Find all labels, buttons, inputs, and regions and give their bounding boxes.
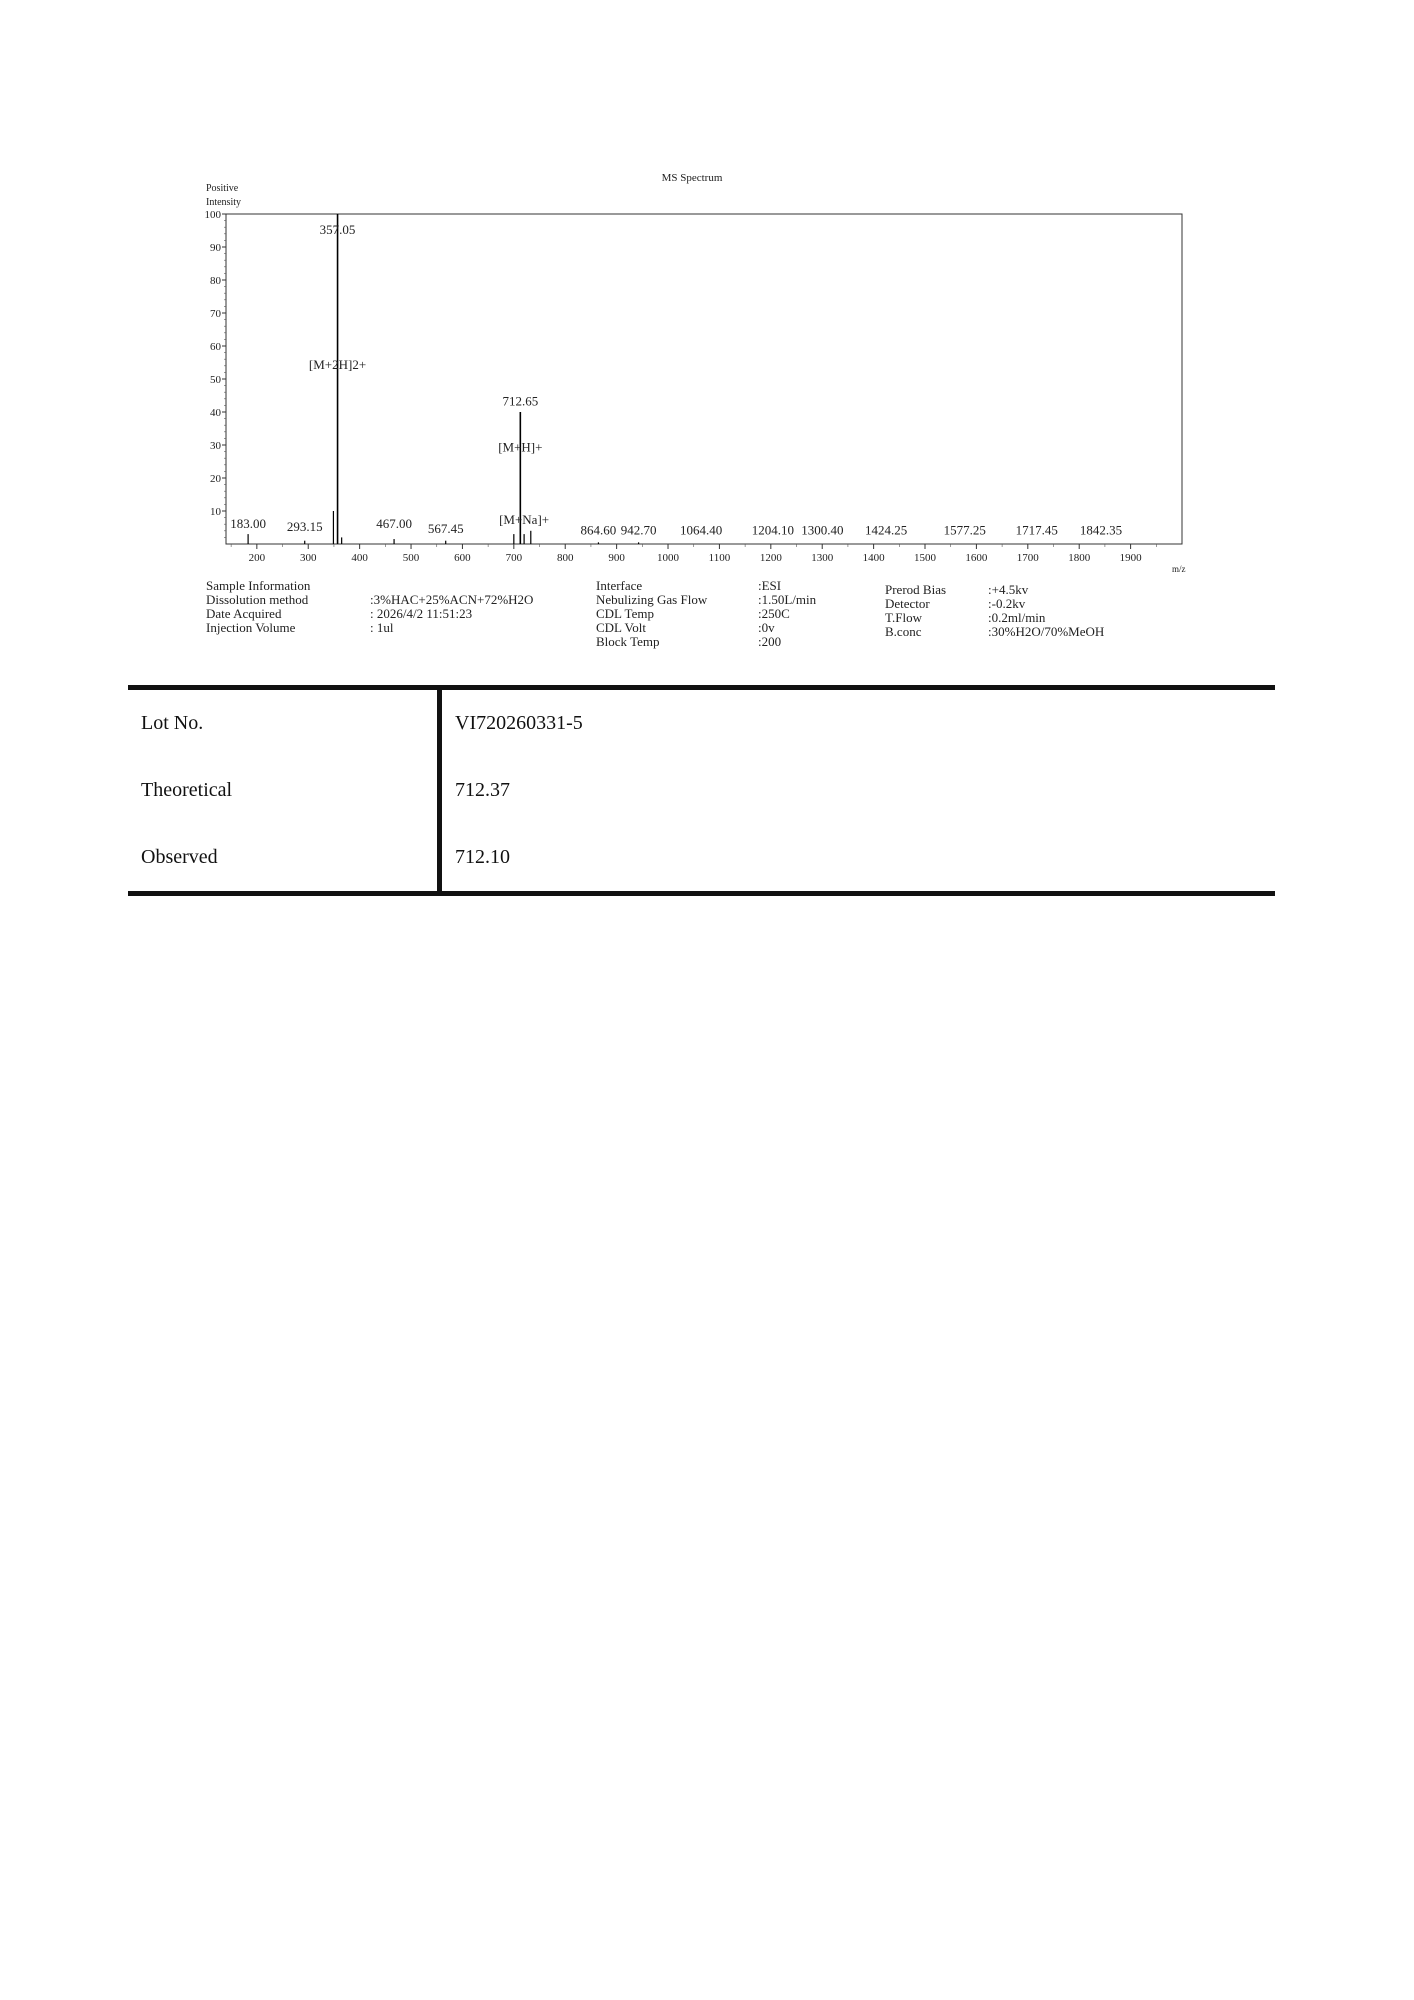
x-tick-label: 1700 (1016, 552, 1039, 564)
instrument-info-value: :ESI (758, 578, 782, 593)
x-tick-label: 700 (505, 552, 523, 564)
result-row (128, 688, 1275, 758)
x-tick-label: 600 (454, 552, 471, 564)
result-value: 712.10 (455, 846, 510, 868)
y-axis-label-positive: Positive (206, 183, 239, 194)
pump-info-label: B.conc (885, 624, 922, 639)
result-value: VI720260331-5 (455, 712, 583, 734)
sample-info-label: Date Acquired (206, 606, 282, 621)
instrument-info-value: :0v (758, 620, 775, 635)
peak-label: 1204.10 (751, 522, 795, 538)
ion-annotation: [M+H]+ (498, 439, 543, 455)
x-tick-label: 400 (351, 552, 368, 564)
sample-info-value: : 2026/4/2 11:51:23 (370, 606, 473, 621)
result-table (128, 685, 1275, 896)
x-tick-label: 1200 (759, 552, 782, 564)
x-tick-label: 900 (608, 552, 625, 564)
x-tick-label: 800 (556, 552, 574, 564)
result-key: Theoretical (128, 757, 440, 824)
y-tick-label: 30 (210, 440, 221, 452)
pump-info-rows (885, 582, 1104, 639)
y-tick-label: 50 (210, 374, 221, 386)
ms-spectrum-chart (0, 0, 1414, 680)
result-table-body (128, 688, 1275, 894)
result-row (128, 757, 1275, 824)
instrument-info-label: Block Temp (596, 634, 660, 649)
x-tick-label: 1900 (1119, 552, 1142, 564)
pump-info-value: :30%H2O/70%MeOH (988, 624, 1105, 639)
sample-info-label: Injection Volume (206, 620, 296, 635)
pump-info-label: Prerod Bias (885, 582, 947, 597)
peak-label: 467.00 (376, 515, 412, 531)
peak-labels (230, 222, 1122, 537)
x-tick-label: 200 (248, 552, 266, 564)
pump-info-label: Detector (885, 596, 930, 611)
acquisition-info (206, 578, 1104, 649)
result-key: Lot No. (128, 688, 440, 758)
y-axis-label-intensity: Intensity (206, 197, 241, 208)
y-tick-label: 70 (210, 308, 221, 320)
y-tick-label: 60 (210, 341, 221, 353)
peak-annotations (309, 357, 549, 527)
y-tick-label: 20 (210, 473, 221, 485)
peak-label: 1064.40 (679, 522, 723, 538)
peak-label: 357.05 (319, 222, 356, 238)
instrument-info-label: CDL Volt (596, 620, 646, 635)
sample-info-label: Dissolution method (206, 592, 309, 607)
result-key: Observed (128, 824, 440, 894)
peak-label: 712.65 (502, 393, 539, 409)
x-tick-label: 1100 (708, 552, 731, 564)
peak-label: 183.00 (230, 515, 266, 531)
y-tick-label: 10 (210, 506, 221, 518)
peaks (248, 214, 638, 544)
x-tick-label: 1000 (657, 552, 680, 564)
y-tick-label: 80 (210, 275, 221, 287)
result-value: 712.37 (455, 779, 510, 801)
x-tick-label: 1800 (1068, 552, 1091, 564)
instrument-info-label: CDL Temp (596, 606, 654, 621)
plot-frame (226, 214, 1182, 544)
peak-label: 567.45 (427, 520, 464, 536)
peak-label: 1424.25 (864, 522, 908, 538)
instrument-info-rows (596, 578, 817, 649)
y-axis (205, 209, 227, 537)
x-tick-label: 1500 (914, 552, 937, 564)
peak-label: 1842.35 (1079, 522, 1123, 538)
x-axis (231, 544, 1156, 564)
ion-annotation: [M+2H]2+ (308, 357, 367, 373)
sample-info-header: Sample Information (206, 578, 311, 593)
x-tick-label: 1400 (862, 552, 885, 564)
peak-label: 1577.25 (943, 522, 986, 538)
pump-info-label: T.Flow (885, 610, 922, 625)
y-tick-label: 90 (210, 242, 221, 254)
instrument-info-label: Interface (596, 578, 643, 593)
sample-info-value: :3%HAC+25%ACN+72%H2O (370, 592, 534, 607)
peak-label: 1717.45 (1015, 522, 1058, 538)
peak-label: 293.15 (286, 519, 323, 535)
pump-info-value: :+4.5kv (988, 582, 1029, 597)
pump-info-value: :-0.2kv (988, 596, 1026, 611)
instrument-info-value: :200 (758, 634, 782, 649)
instrument-info-label: Nebulizing Gas Flow (596, 592, 708, 607)
chart-title: MS Spectrum (661, 172, 723, 184)
x-axis-label: m/z (1172, 564, 1186, 574)
x-tick-label: 1600 (965, 552, 988, 564)
instrument-info-value: :250C (758, 606, 790, 621)
instrument-info-value: :1.50L/min (758, 592, 817, 607)
peak-label: 1300.40 (801, 522, 844, 538)
x-tick-label: 500 (402, 552, 420, 564)
pump-info-value: :0.2ml/min (988, 610, 1046, 625)
y-tick-label: 40 (210, 407, 221, 419)
result-row (128, 824, 1275, 894)
sample-info-rows (206, 592, 533, 635)
x-tick-label: 1300 (811, 552, 834, 564)
peak-label: 942.70 (620, 522, 657, 538)
sample-info-value: : 1ul (370, 620, 394, 635)
peak-label: 864.60 (580, 522, 617, 538)
ion-annotation: [M+Na]+ (499, 512, 550, 528)
x-tick-label: 300 (299, 552, 317, 564)
y-tick-label: 100 (204, 209, 221, 221)
